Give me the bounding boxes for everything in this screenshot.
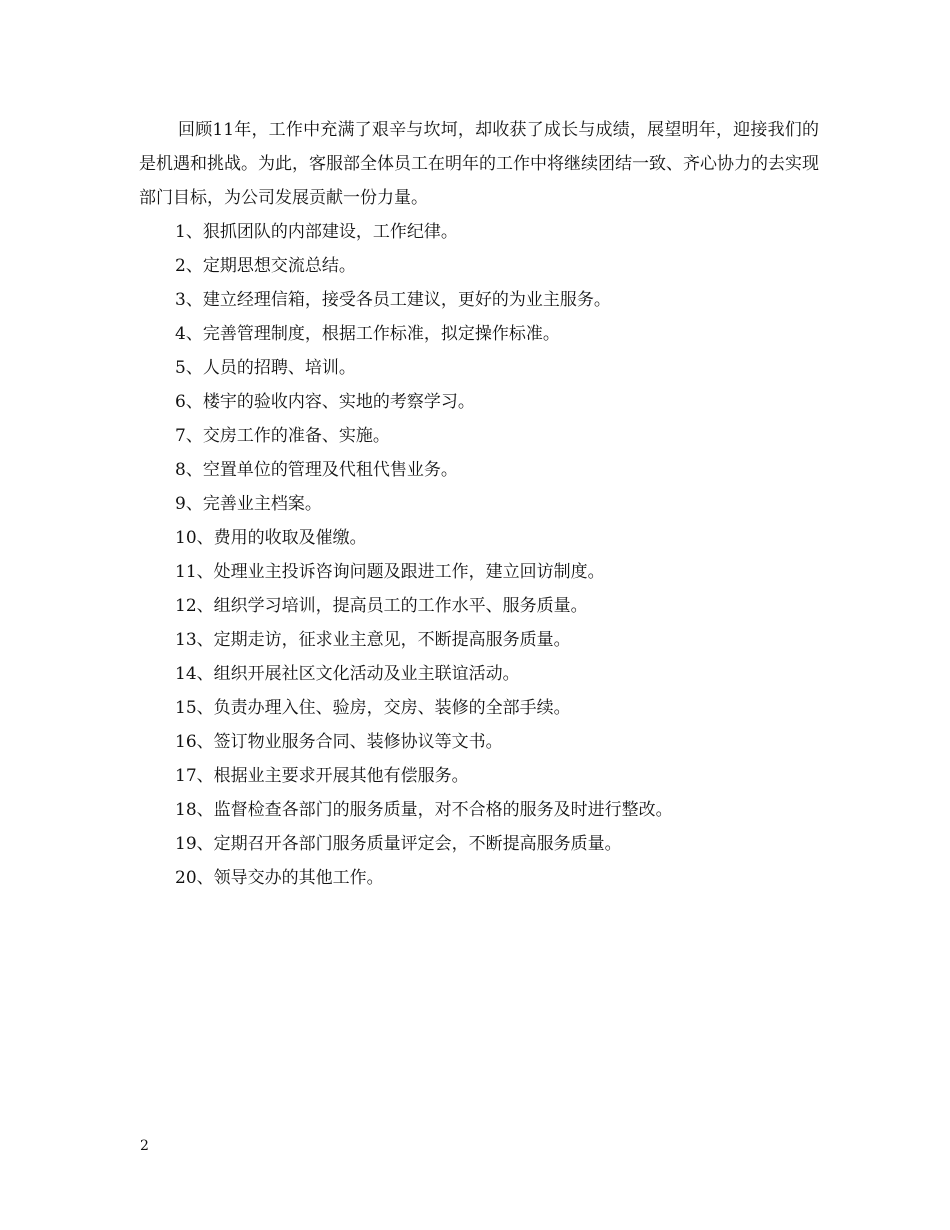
intro-paragraph: 回顾11年，工作中充满了艰辛与坎坷，却收获了成长与成绩，展望明年，迎接我们的是机遇和挑战。为此，客服部全体员工在明年的工作中将继续团结一致、齐心协力的去实现部门目标，为公司发展贡献一份力量。 bbox=[139, 120, 819, 208]
list-item: 9、完善业主档案。 bbox=[175, 494, 322, 514]
list-item: 6、楼宇的验收内容、实地的考察学习。 bbox=[175, 392, 475, 412]
list-item: 17、根据业主要求开展其他有偿服务。 bbox=[175, 766, 469, 786]
list-item: 18、监督检查各部门的服务质量，对不合格的服务及时进行整改。 bbox=[175, 800, 673, 820]
list-item: 16、签订物业服务合同、装修协议等文书。 bbox=[175, 732, 503, 752]
list-item: 1、狠抓团队的内部建设，工作纪律。 bbox=[175, 222, 458, 242]
list-item: 10、费用的收取及催缴。 bbox=[175, 528, 367, 548]
page-number: 2 bbox=[140, 1138, 149, 1154]
list-item: 7、交房工作的准备、实施。 bbox=[175, 426, 390, 446]
list-item: 15、负责办理入住、验房，交房、装修的全部手续。 bbox=[175, 698, 571, 718]
list-item: 20、领导交办的其他工作。 bbox=[175, 868, 384, 888]
work-plan-list bbox=[139, 215, 819, 895]
list-item: 12、组织学习培训，提高员工的工作水平、服务质量。 bbox=[175, 596, 588, 616]
list-item: 4、完善管理制度，根据工作标准，拟定操作标准。 bbox=[175, 324, 560, 344]
list-item: 13、定期走访，征求业主意见，不断提高服务质量。 bbox=[175, 630, 571, 650]
list-item: 14、组织开展社区文化活动及业主联谊活动。 bbox=[175, 664, 520, 684]
list-item: 11、处理业主投诉咨询问题及跟进工作，建立回访制度。 bbox=[175, 562, 605, 582]
list-item: 5、人员的招聘、培训。 bbox=[175, 358, 356, 378]
list-item: 2、定期思想交流总结。 bbox=[175, 256, 356, 276]
document-body bbox=[139, 113, 819, 895]
list-item: 8、空置单位的管理及代租代售业务。 bbox=[175, 460, 458, 480]
list-item: 19、定期召开各部门服务质量评定会，不断提高服务质量。 bbox=[175, 834, 622, 854]
list-item: 3、建立经理信箱，接受各员工建议，更好的为业主服务。 bbox=[175, 290, 611, 310]
